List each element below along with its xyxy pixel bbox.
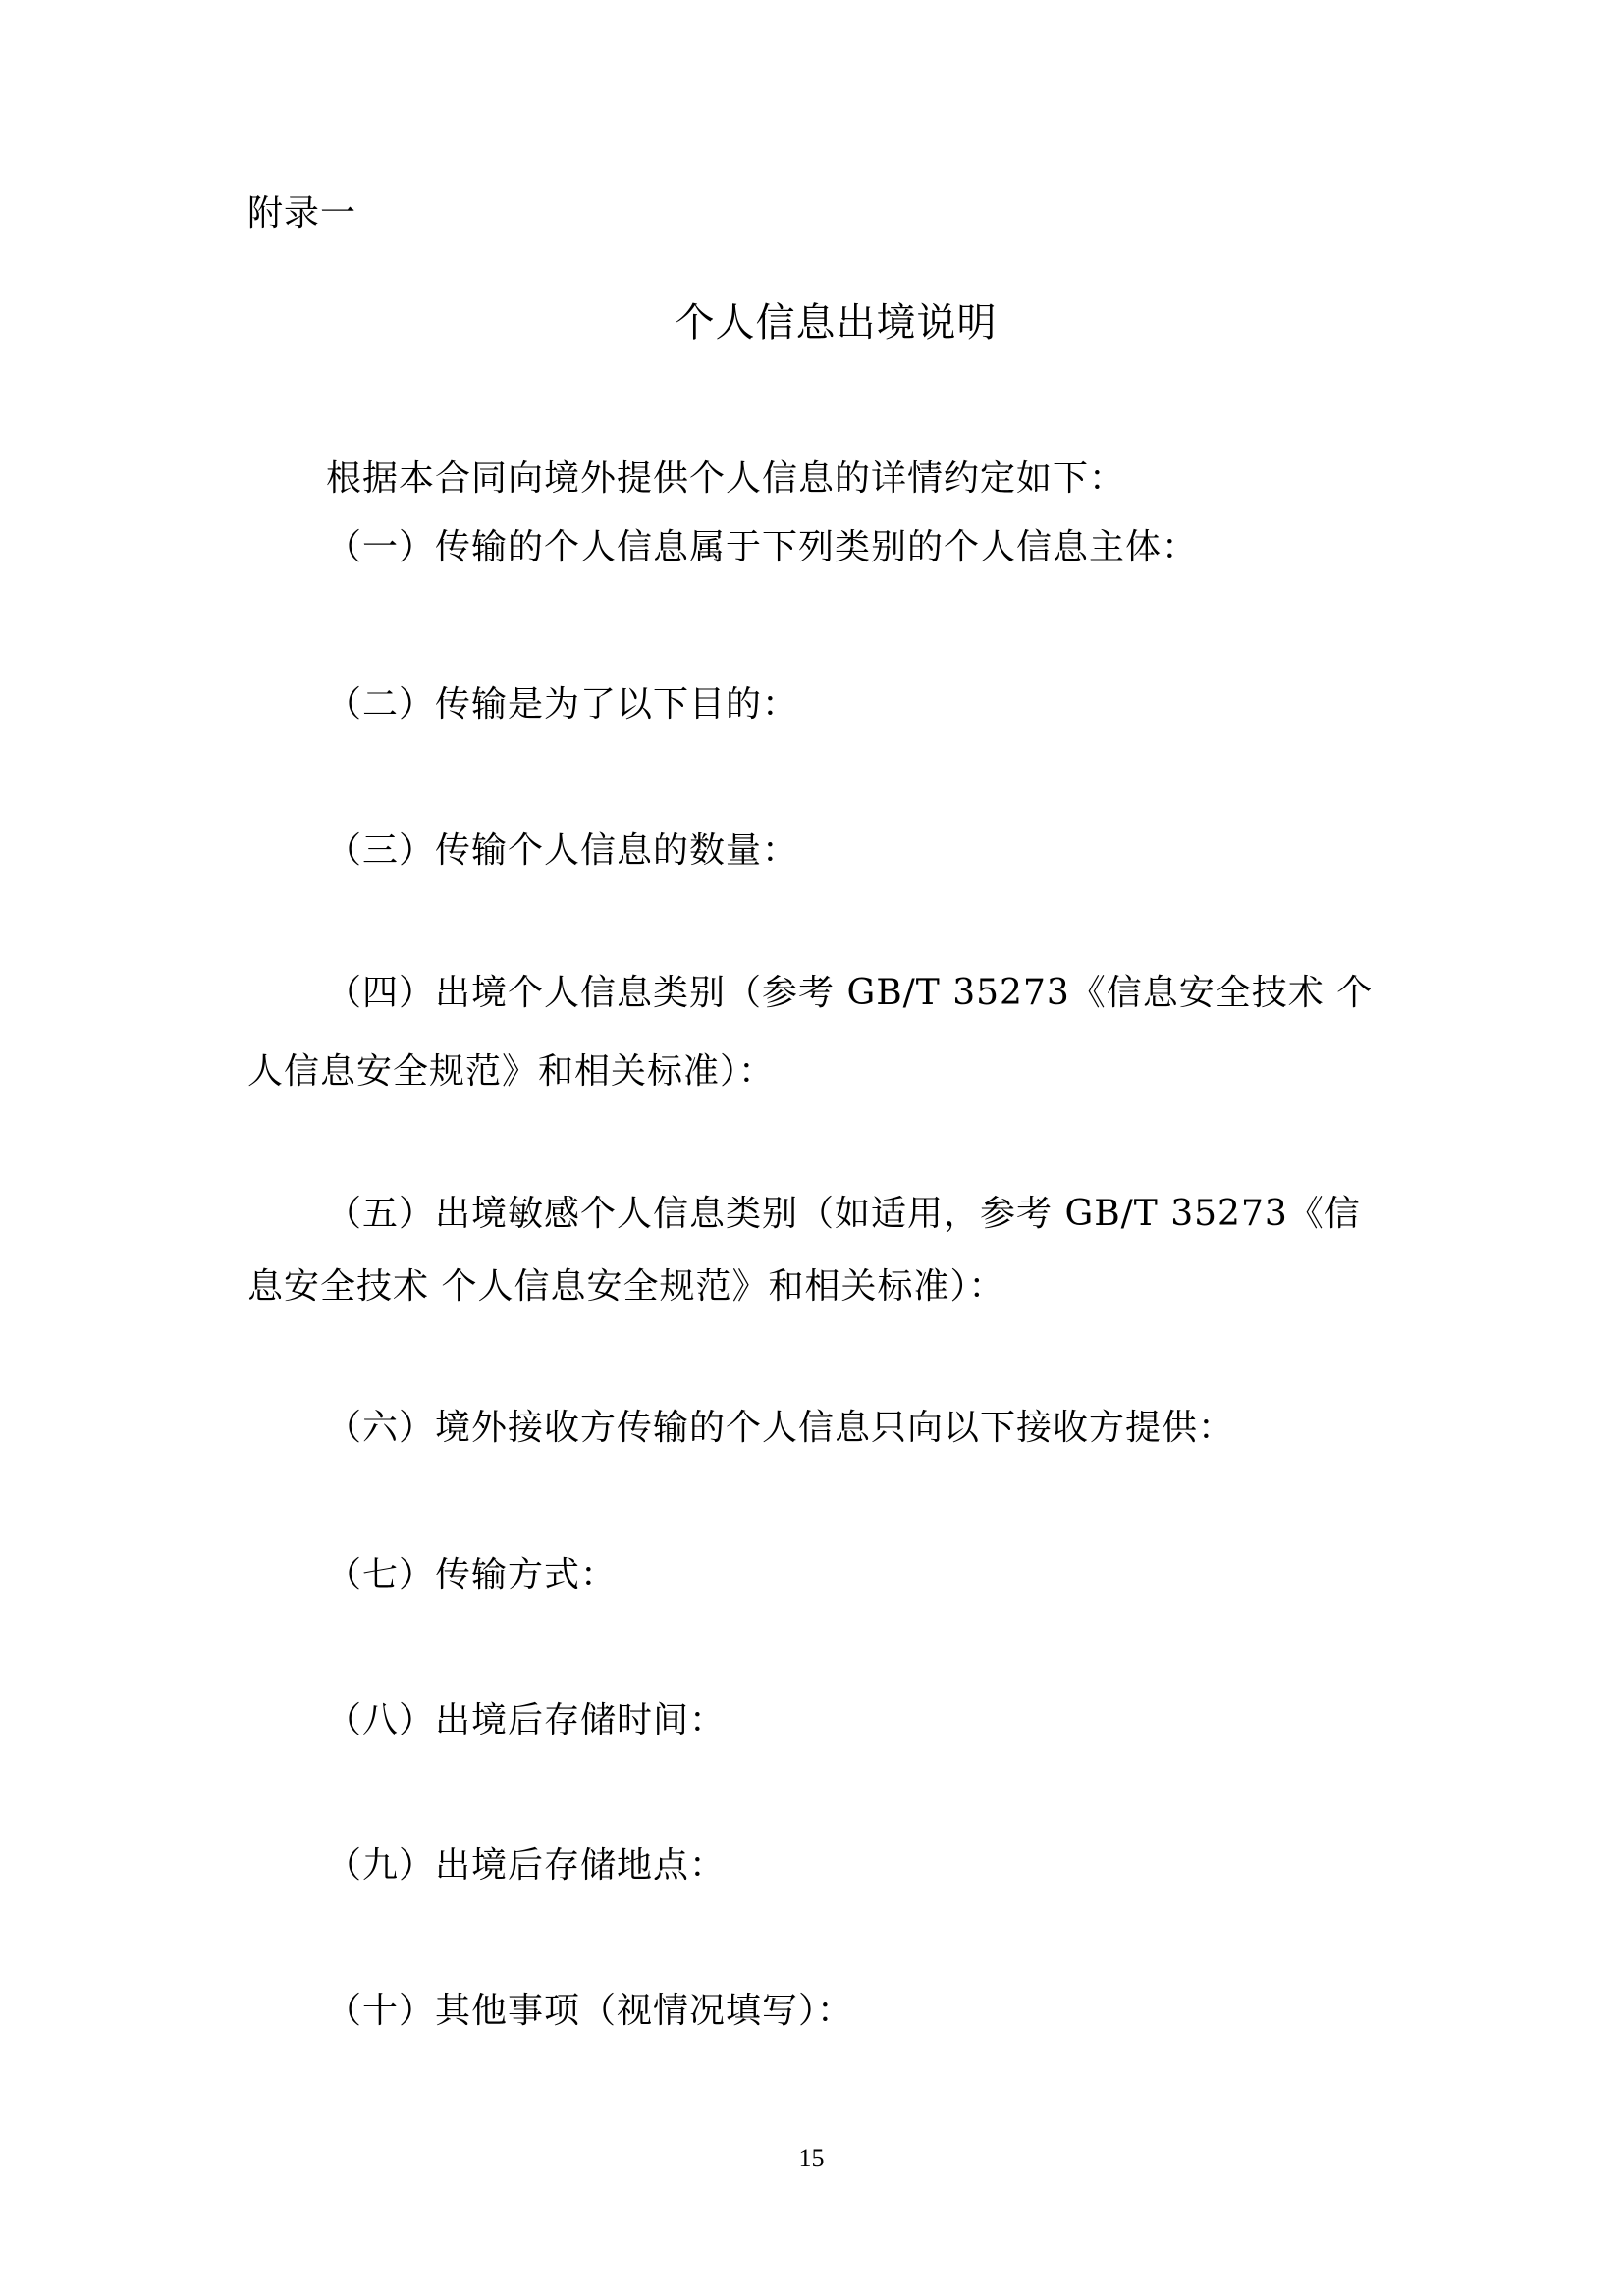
item-3: （三）传输个人信息的数量： [326,830,799,871]
page-title: 个人信息出境说明 [675,300,998,346]
item-7: （七）传输方式： [326,1555,618,1595]
appendix-label: 附录一 [247,193,357,234]
item-5-line-2: 息安全技术 个人信息安全规范》和相关标准）： [247,1266,1005,1307]
item-9: （九）出境后存储地点： [326,1845,727,1886]
item-5-line-1: （五）出境敏感个人信息类别（如适用，参考 GB/T 35273《信 [326,1194,1361,1234]
item-4-line-1: （四）出境个人信息类别（参考 GB/T 35273《信息安全技术 个 [326,973,1374,1013]
item-6: （六）境外接收方传输的个人信息只向以下接收方提供： [326,1408,1235,1448]
page-number: 15 [798,2144,825,2172]
intro-paragraph: 根据本合同向境外提供个人信息的详情约定如下： [326,458,1126,499]
item-10: （十）其他事项（视情况填写）： [326,1991,854,2031]
item-8: （八）出境后存储时间： [326,1700,727,1740]
item-2: （二）传输是为了以下目的： [326,684,799,724]
item-1: （一）传输的个人信息属于下列类别的个人信息主体： [326,527,1199,567]
item-4-line-2: 人信息安全规范》和相关标准）： [247,1051,776,1092]
